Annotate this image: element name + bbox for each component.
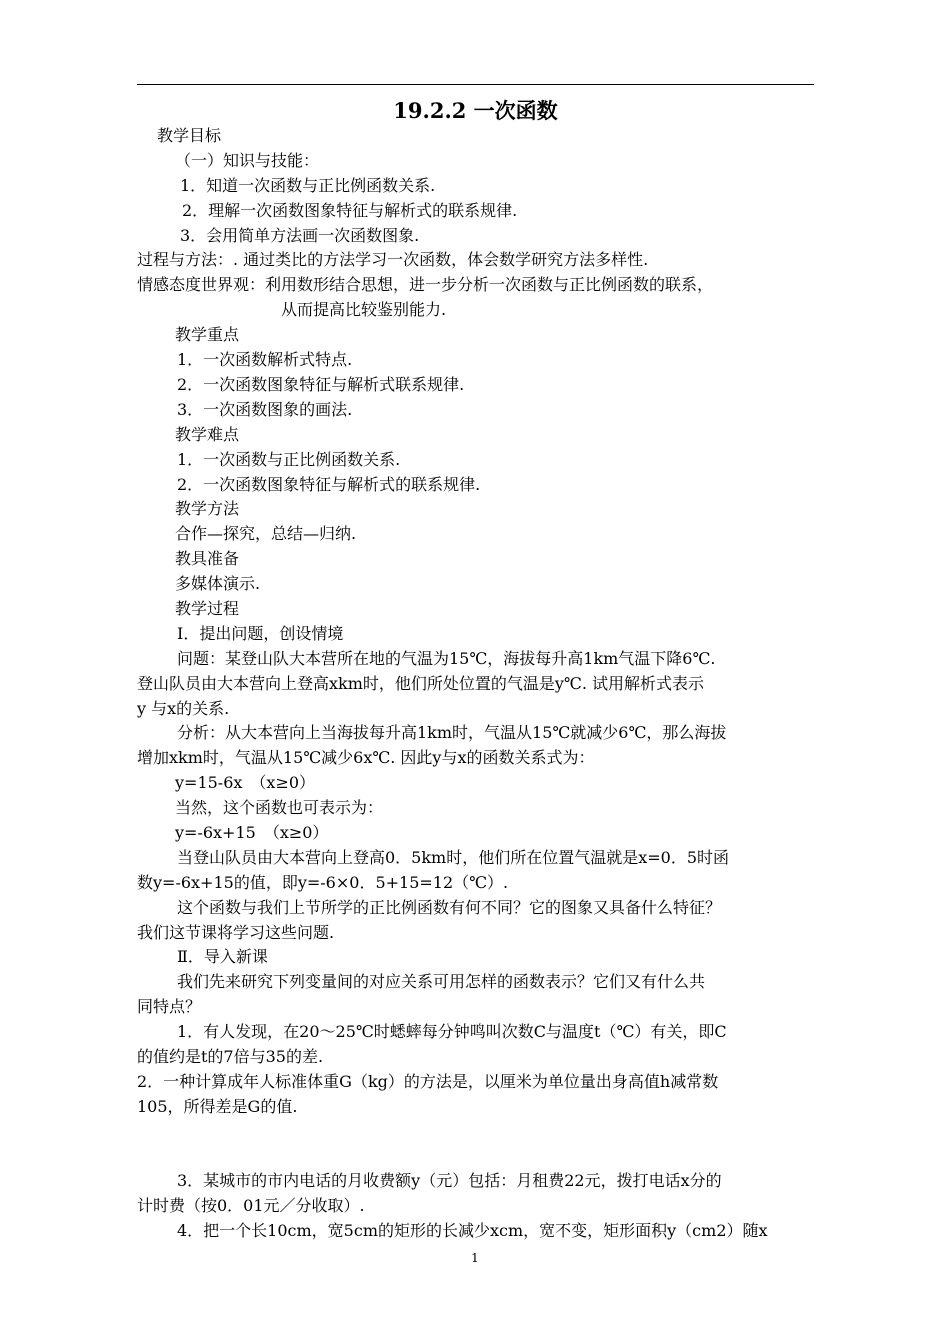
item-3-line-2: 计时费（按0．01元／分收取）. [137,1196,365,1215]
item-2-line-1: 2．一种计算成年人标准体重G（kg）的方法是，以厘米为单位量出身高值h减常数 [137,1072,719,1091]
key-point-1: 1．一次函数解析式特点. [177,350,353,369]
heading-teaching-goals: 教学目标 [157,126,222,145]
item-1-line-1: 1．有人发现，在20～25℃时蟋蟀每分钟鸣叫次数C与温度t（℃）有关，即C [177,1022,727,1041]
intro-line-1: 我们先来研究下列变量间的对应关系可用怎样的函数表示？它们又有什么共 [177,972,706,991]
formula-2: y=-6x+15 （x≥0） [175,823,329,842]
analysis-line-2: 增加xkm时，气温从15℃减少6x℃. 因此y与x的函数关系式为： [137,748,595,767]
goal-item-3: 3．会用简单方法画一次函数图象. [180,226,420,245]
key-point-2: 2．一次函数图象特征与解析式联系规律. [177,375,465,394]
attitude-line-cont: 从而提高比较鉴别能力. [281,300,447,319]
page-number: 1 [471,1251,479,1265]
teaching-aids-text: 多媒体演示. [175,574,261,593]
section-1-heading: Ⅰ．提出问题，创设情境 [177,624,344,643]
item-2-line-2: 105，所得差是G的值. [137,1097,298,1116]
item-3-line-1: 3．某城市的市内电话的月收费额y（元）包括：月租费22元，拨打电话x分的 [177,1171,722,1190]
heading-teaching-process: 教学过程 [175,599,240,618]
heading-teaching-aids: 教具准备 [175,549,240,568]
difficulty-1: 1．一次函数与正比例函数关系. [177,450,401,469]
item-4-line-1: 4．把一个长10cm，宽5cm的矩形的长减少xcm，宽不变，矩形面积y（cm2）随x [177,1221,768,1240]
heading-difficulties: 教学难点 [175,425,240,444]
goal-item-2: 2．理解一次函数图象特征与解析式的联系规律. [182,201,518,220]
question-line-1: 这个函数与我们上节所学的正比例函数有何不同？它的图象又具备什么特征？ [177,898,722,917]
page-title: 19.2.2 一次函数 [393,98,558,123]
difficulty-2: 2．一次函数图象特征与解析式的联系规律. [177,475,481,494]
analysis-line-1: 分析：从大本营向上当海拔每升高1km时，气温从15℃就减少6℃，那么海拔 [177,723,727,742]
goal-item-1: 1．知道一次函数与正比例函数关系. [180,176,436,195]
question-line-2: 我们这节课将学习这些问题. [137,923,335,942]
alt-form-intro: 当然，这个函数也可表示为： [175,798,384,817]
teaching-method-text: 合作—探究，总结—归纳. [175,524,357,543]
process-method-line: 过程与方法：. 通过类比的方法学习一次函数，体会数学研究方法多样性. [137,250,649,269]
section-2-heading: Ⅱ．导入新课 [177,947,268,966]
problem-line-3: y 与x的关系. [137,699,230,718]
example-line-2: 数y=-6x+15的值，即y=-6×0．5+15=12（℃）. [137,873,509,892]
heading-key-points: 教学重点 [175,325,240,344]
subheading-knowledge-skills: （一）知识与技能： [175,151,320,170]
attitude-line: 情感态度世界观：利用数形结合思想，进一步分析一次函数与正比例函数的联系， [137,275,714,294]
item-1-line-2: 的值约是t的7倍与35的差. [137,1047,324,1066]
heading-teaching-method: 教学方法 [175,499,240,518]
formula-1: y=15-6x （x≥0） [175,773,316,792]
intro-line-2: 同特点？ [137,997,202,1016]
example-line-1: 当登山队员由大本营向上登高0．5km时，他们所在位置气温就是x=0．5时函 [177,848,730,867]
problem-line-1: 问题：某登山队大本营所在地的气温为15℃，海拔每升高1km气温下降6℃. [177,649,716,668]
problem-line-2: 登山队员由大本营向上登高xkm时，他们所处位置的气温是y℃. 试用解析式表示 [137,674,705,693]
header-rule [137,84,814,85]
key-point-3: 3．一次函数图象的画法. [177,400,353,419]
